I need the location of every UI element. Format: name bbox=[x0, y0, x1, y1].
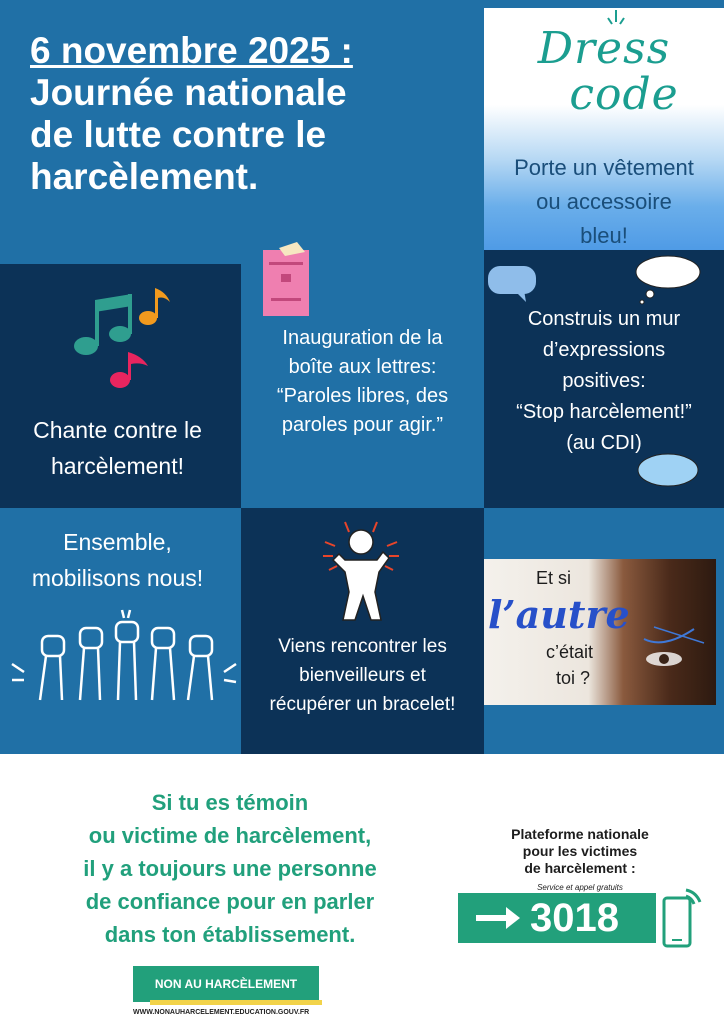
support-message bbox=[20, 786, 440, 951]
ensemble-line1: Ensemble, bbox=[63, 529, 172, 555]
message-line4: de confiance pour en parler bbox=[85, 889, 375, 914]
cell-bienveilleurs bbox=[241, 508, 484, 754]
bienveilleurs-line1: Viens rencontrer les bbox=[278, 636, 447, 657]
dress-code-text bbox=[484, 151, 724, 253]
thought-cloud-icon bbox=[632, 252, 704, 308]
title-date: 6 novembre 2025 : bbox=[30, 30, 353, 71]
message-line2: ou victime de harcèlement, bbox=[88, 823, 372, 848]
logo-line1: Dress bbox=[537, 23, 671, 74]
dress-code-logo bbox=[484, 23, 724, 120]
chante-text bbox=[0, 412, 235, 484]
page-title bbox=[30, 30, 470, 198]
cell-ensemble bbox=[0, 508, 241, 754]
arrow-right-icon bbox=[476, 905, 520, 931]
platform-line1: Plateforme nationale bbox=[511, 826, 649, 842]
title-line1: Journée nationale bbox=[30, 72, 347, 113]
chante-line2: harcèlement! bbox=[51, 453, 184, 479]
dress-code-panel bbox=[484, 8, 724, 250]
hotline-number[interactable]: 3018 bbox=[530, 896, 619, 940]
mailbox-icon bbox=[255, 240, 317, 320]
dress-text-line3: bleu! bbox=[580, 223, 628, 248]
mur-line5: (au CDI) bbox=[566, 432, 642, 454]
boite-line4: paroles pour agir.” bbox=[281, 414, 444, 436]
boite-text bbox=[241, 324, 484, 440]
music-notes-icon bbox=[68, 282, 178, 392]
message-line5: dans ton établissement. bbox=[104, 922, 356, 947]
raised-fists-icon bbox=[8, 608, 240, 708]
photo-c-etait: c’était bbox=[546, 642, 594, 662]
campaign-photo bbox=[484, 559, 716, 705]
person-icon bbox=[315, 520, 407, 624]
logo-yellow-stripe bbox=[150, 1000, 322, 1005]
dress-text-line2: ou accessoire bbox=[536, 189, 672, 214]
dress-text-line1: Porte un vêtement bbox=[514, 155, 694, 180]
platform-subtitle: Service et appel gratuits bbox=[537, 883, 623, 892]
photo-et-si: Et si bbox=[536, 568, 572, 588]
eye-icon bbox=[634, 619, 714, 679]
message-line3: il y a toujours une personne bbox=[83, 856, 377, 881]
mur-line2: d’expressions bbox=[542, 339, 666, 361]
non-au-harcelement-logo: NON AU HARCÈLEMENT bbox=[133, 966, 319, 1002]
mur-line1: Construis un mur bbox=[527, 308, 681, 330]
chante-line1: Chante contre le bbox=[33, 417, 202, 443]
platform-line3: de harcèlement : bbox=[524, 860, 636, 876]
ensemble-line2: mobilisons nous! bbox=[31, 565, 204, 591]
photo-autre: l’autre bbox=[488, 592, 630, 637]
cell-mur bbox=[484, 250, 724, 508]
bienveilleurs-line3: récupérer un bracelet! bbox=[269, 694, 456, 715]
mur-line4: “Stop harcèlement!” bbox=[516, 401, 692, 423]
title-line2: de lutte contre le bbox=[30, 114, 327, 155]
ensemble-text bbox=[0, 524, 235, 596]
bienveilleurs-line2: bienveilleurs et bbox=[299, 665, 426, 686]
platform-line2: pour les victimes bbox=[522, 843, 638, 859]
boite-line2: boîte aux lettres: bbox=[288, 356, 437, 378]
boite-line3: “Paroles libres, des bbox=[276, 385, 449, 407]
mur-text bbox=[484, 304, 724, 459]
message-line1: Si tu es témoin bbox=[151, 790, 309, 815]
boite-line1: Inauguration de la bbox=[282, 327, 443, 349]
mur-line3: positives: bbox=[562, 370, 646, 392]
cell-boite bbox=[241, 236, 484, 508]
phone-icon bbox=[656, 884, 706, 952]
website-url[interactable]: WWW.NONAUHARCELEMENT.EDUCATION.GOUV.FR bbox=[133, 1009, 310, 1016]
photo-toi: toi ? bbox=[556, 668, 591, 688]
title-line3: harcèlement. bbox=[30, 156, 259, 197]
speech-bubble-icon bbox=[486, 264, 540, 304]
bienveilleurs-text bbox=[241, 632, 484, 719]
cell-chante bbox=[0, 264, 241, 508]
logo-line2: code bbox=[569, 69, 679, 120]
